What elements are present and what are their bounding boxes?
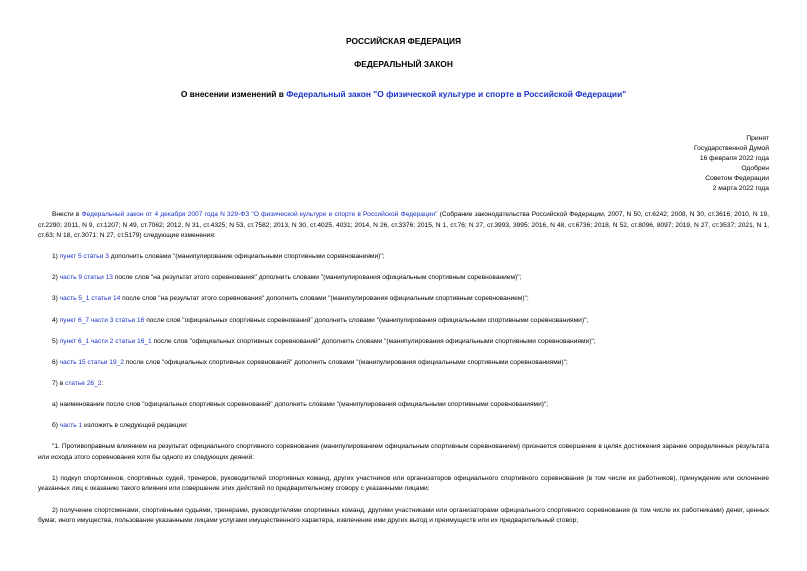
adoption-line: Принят: [746, 135, 769, 142]
list-item: [38, 358, 769, 369]
item-text: после слов "официальных спортивных соревнований" дополнить словами "(манипулирования официальными спортивными соревнованиями)";: [151, 337, 596, 345]
item-link[interactable]: статье 26_2: [65, 379, 102, 387]
item-link[interactable]: пункт 6_1 части 2 статьи 16_1: [59, 337, 152, 345]
item-link[interactable]: часть 9 статьи 13: [59, 274, 113, 282]
subitem-b: [38, 421, 769, 432]
item-link[interactable]: пункт 6_7 части 3 статьи 16: [59, 316, 145, 324]
list-item: [38, 294, 769, 305]
subitem-a: а) наименование после слов "официальных спортивных соревнований" дополнить словами "(манипулирования официальными спортивными соревнованиями)";: [52, 400, 549, 408]
item-text: дополнить словами "(манипулирование официальными спортивными соревнованиями)";: [108, 253, 385, 261]
item-text: после слов "официальных спортивных соревнований" дополнить словами "(манипулирования официальными спортивными соревнованиями)";: [123, 358, 568, 366]
item-number: 1): [52, 253, 60, 261]
intro-law-link[interactable]: Федеральный закон от 4 декабря 2007 года N 329-ФЗ "О физической культуре и спорте в Российской Федерации": [81, 211, 438, 218]
approval-line: Советом Федерации: [705, 175, 769, 182]
adoption-date: 16 февраля 2022 года: [699, 155, 769, 162]
item-number: 4): [52, 316, 60, 324]
item-number: 3): [52, 295, 60, 303]
intro-text: (Собрание законодательства Российской Федерации, 2007, N 50, ст.6242; 2008, N 30, ст.3616; 2010, N 19, ст.2290; 2011, N 9, ст.1207; N 49, ст.7062; 2012, N 31, ст.4325; N 53, ст.7582; 2013, N 30, ст.4025, 4031; 2014, N 26, ст.3376; 2015, N 1, ст.76; N 27, ст.3993, 3995; 2016, N 48, ст.6736; 2018, N 52, ст.8096, 8097; 2019, N 27, ст.3537; 2021, N 1, ст.63; N 18, ст.3071; N 27, ст.5179) следующие изменения:: [38, 211, 770, 240]
list-item: [38, 273, 769, 284]
list-item: [38, 252, 769, 263]
law-title: [38, 89, 769, 100]
subitem-link[interactable]: часть 1: [59, 422, 83, 430]
intro-paragraph: [38, 210, 769, 242]
item-text: :: [101, 379, 104, 387]
quoted-paragraph: 1) подкуп спортсменов, спортивных судей, тренеров, руководителей спортивных команд, других участников или организаторов официального спортивного соревнования (в том числе их работников), принуждение или склонение указанных лиц к оказанию такого влияния или совершение этих действий по предварительному сговору с указанными лицами;: [38, 474, 769, 493]
approval-line: Одобрен: [741, 165, 769, 172]
list-item: [38, 337, 769, 348]
law-title-prefix: О внесении изменений в: [180, 89, 287, 99]
list-item: [38, 316, 769, 327]
quoted-paragraph: "1. Противоправным влиянием на результат официального спортивного соревнования (манипулированием официальным спортивным соревнованием) признается совершение в целях достижения заранее определенных результата или исхода этого соревнования хотя бы одного из следующих деяний:: [38, 443, 769, 461]
item-text: после слов "на результат этого соревнования" дополнить словами "(манипулирования официальным спортивным соревнованием)";: [112, 274, 522, 282]
adoption-line: Государственной Думой: [694, 145, 769, 152]
quoted-paragraph: 2) получение спортсменами, спортивными судьями, тренерами, руководителями спортивных команд, другими участниками или организаторами официального спортивного соревнования (в том числе их работниками) денег, ценных бумаг, иного имущества, пользование указанными лицами услугами имущественного характера, извлечение ими других выгод и преимуществ или их предварительный сговор;: [38, 506, 769, 525]
intro-prefix: Внести в: [52, 211, 82, 218]
item-link[interactable]: часть 5_1 статьи 14: [59, 295, 121, 303]
law-body: [38, 210, 769, 527]
item-number: 7) в: [52, 379, 66, 387]
item-number: 5): [52, 337, 60, 345]
doc-type-heading: ФЕДЕРАЛЬНЫЙ ЗАКОН: [354, 59, 453, 69]
item-link[interactable]: часть 15 статьи 19_2: [59, 358, 124, 366]
item-text: после слов "официальных спортивных соревнований" дополнить словами "(манипулирования официальными спортивными соревнованиями)";: [144, 316, 589, 324]
subitem-text: изложить в следующей редакции:: [82, 422, 188, 430]
item-text: после слов "на результат этого соревнования" дополнить словами "(манипулирования официальным спортивным соревнованием)";: [120, 295, 529, 303]
law-title-link[interactable]: Федеральный закон "О физической культуре и спорте в Российской Федерации": [286, 89, 627, 99]
subitem-prefix: б): [52, 422, 60, 430]
item-number: 6): [52, 358, 60, 366]
list-item: [38, 379, 769, 390]
item-number: 2): [52, 274, 60, 282]
country-heading: РОССИЙСКАЯ ФЕДЕРАЦИЯ: [345, 36, 462, 46]
adoption-block: [38, 134, 769, 194]
item-link[interactable]: пункт 5 статьи 3: [59, 253, 109, 261]
approval-date: 2 марта 2022 года: [712, 185, 769, 192]
